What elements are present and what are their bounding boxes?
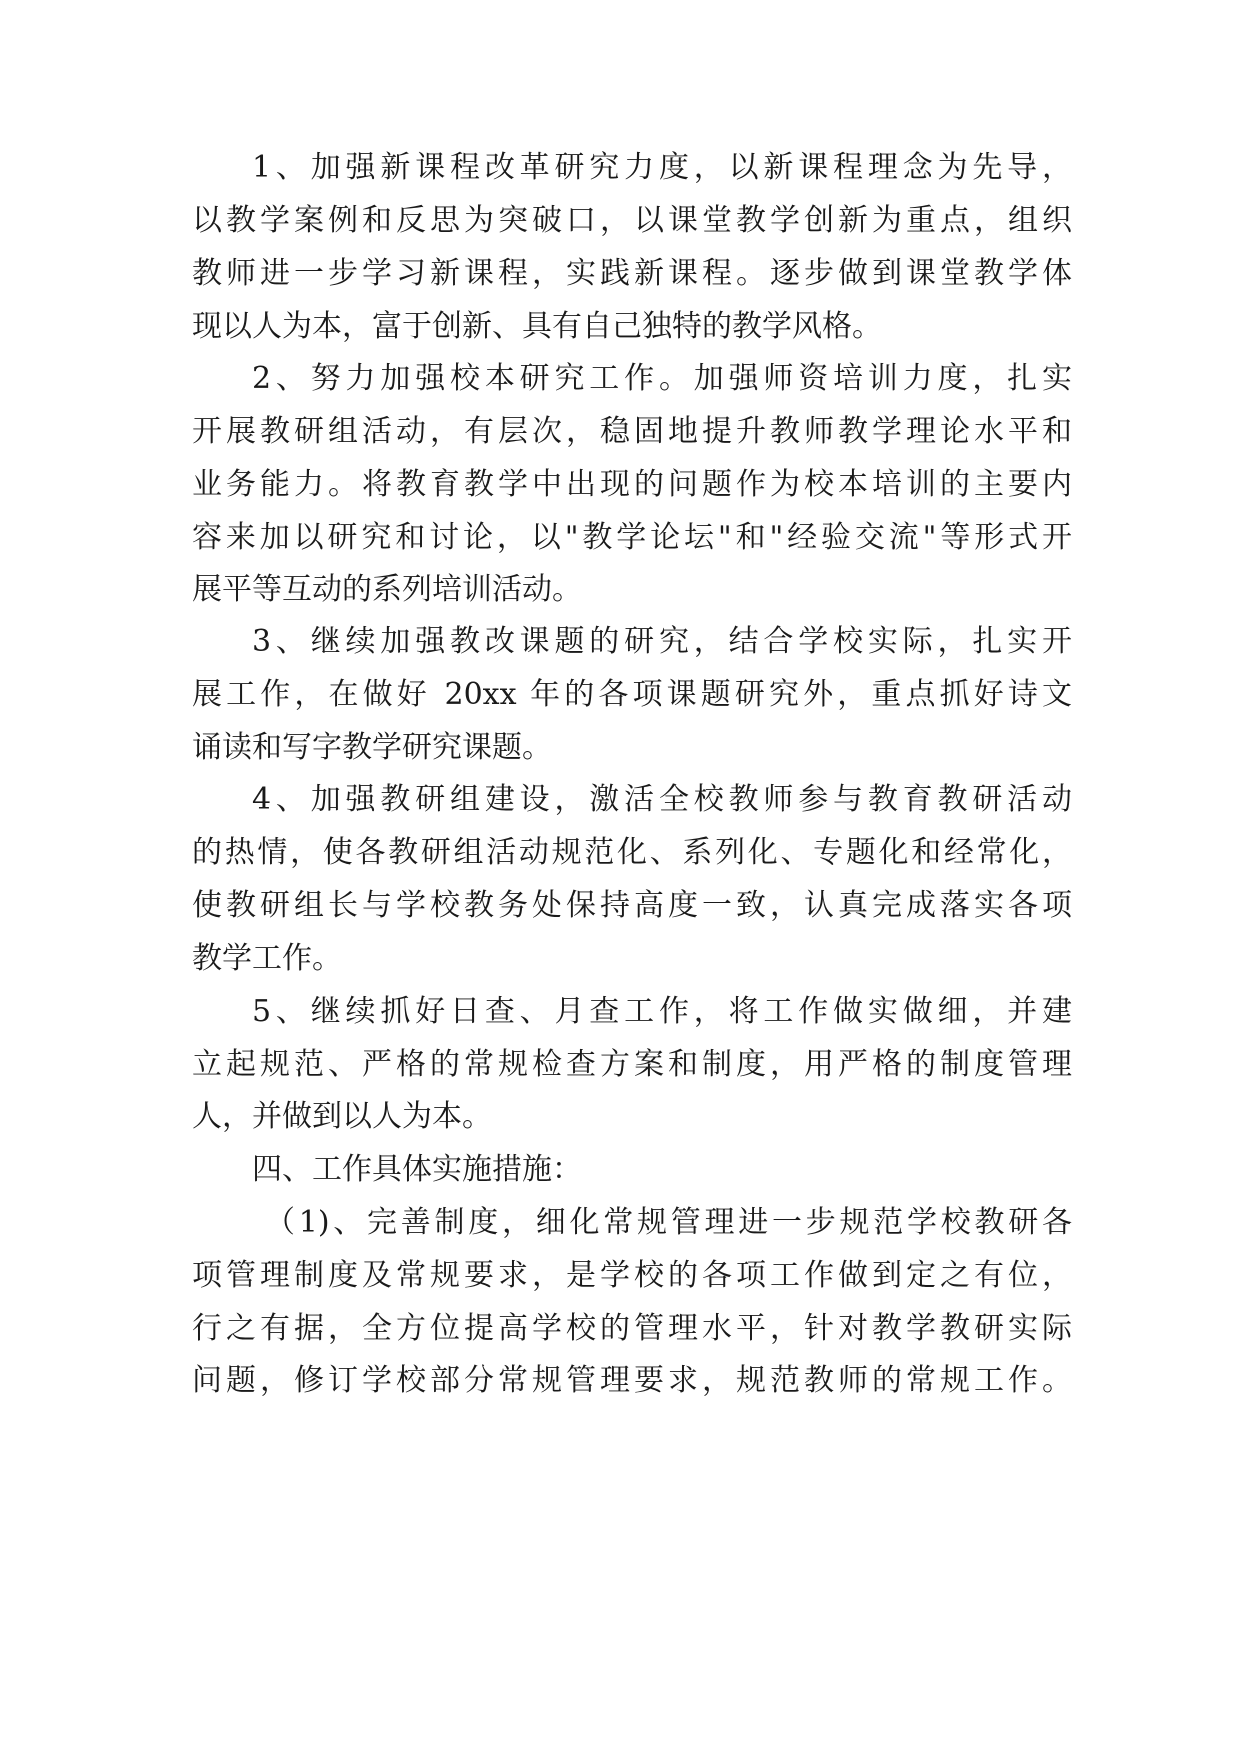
paragraph-3-line-2: 展工作，在做好 20xx 年的各项课题研究外，重点抓好诗文: [192, 677, 1072, 712]
paragraph-1-line-4: 现以人为本，富于创新、具有自己独特的教学风格。: [192, 309, 882, 344]
paragraph-5-line-2: 立起规范、严格的常规检查方案和制度，用严格的制度管理: [192, 1047, 1072, 1082]
paragraph-5-line-1: 5、继续抓好日查、月查工作，将工作做实做细，并建: [252, 994, 1072, 1029]
paragraph-1-line-1: 1、加强新课程改革研究力度，以新课程理念为先导，: [252, 150, 1072, 185]
paragraph-2-line-2: 开展教研组活动，有层次，稳固地提升教师教学理论水平和: [192, 414, 1072, 449]
paragraph-2-line-3: 业务能力。将教育教学中出现的问题作为校本培训的主要内: [192, 467, 1072, 502]
paragraph-4-line-4: 教学工作。: [192, 941, 342, 976]
paragraph-6-line-2: 项管理制度及常规要求，是学校的各项工作做到定之有位，: [192, 1258, 1072, 1293]
paragraph-6-line-3: 行之有据，全方位提高学校的管理水平，针对教学教研实际: [192, 1311, 1072, 1346]
paragraph-1-line-3: 教师进一步学习新课程，实践新课程。逐步做到课堂教学体: [192, 256, 1072, 291]
paragraph-5-line-3: 人，并做到以人为本。: [192, 1099, 492, 1134]
paragraph-4-line-1: 4、加强教研组建设，激活全校教师参与教育教研活动: [252, 782, 1072, 817]
section-heading: 四、工作具体实施措施：: [252, 1152, 582, 1187]
paragraph-2-line-5: 展平等互动的系列培训活动。: [192, 572, 582, 607]
paragraph-2-line-4: 容来加以研究和讨论，以"教学论坛"和"经验交流"等形式开: [192, 520, 1072, 555]
paragraph-3-line-3: 诵读和写字教学研究课题。: [192, 730, 552, 765]
paragraph-3-line-1: 3、继续加强教改课题的研究，结合学校实际，扎实开: [252, 624, 1072, 659]
paragraph-6-line-4: 问题，修订学校部分常规管理要求，规范教师的常规工作。: [192, 1363, 1072, 1398]
paragraph-4-line-3: 使教研组长与学校教务处保持高度一致，认真完成落实各项: [192, 888, 1072, 923]
paragraph-1-line-2: 以教学案例和反思为突破口，以课堂教学创新为重点，组织: [192, 203, 1072, 238]
paragraph-4-line-2: 的热情，使各教研组活动规范化、系列化、专题化和经常化，: [192, 835, 1072, 870]
paragraph-6-line-1: （1)、完善制度，细化常规管理进一步规范学校教研各: [265, 1205, 1072, 1240]
paragraph-2-line-1: 2、努力加强校本研究工作。加强师资培训力度，扎实: [252, 361, 1072, 396]
